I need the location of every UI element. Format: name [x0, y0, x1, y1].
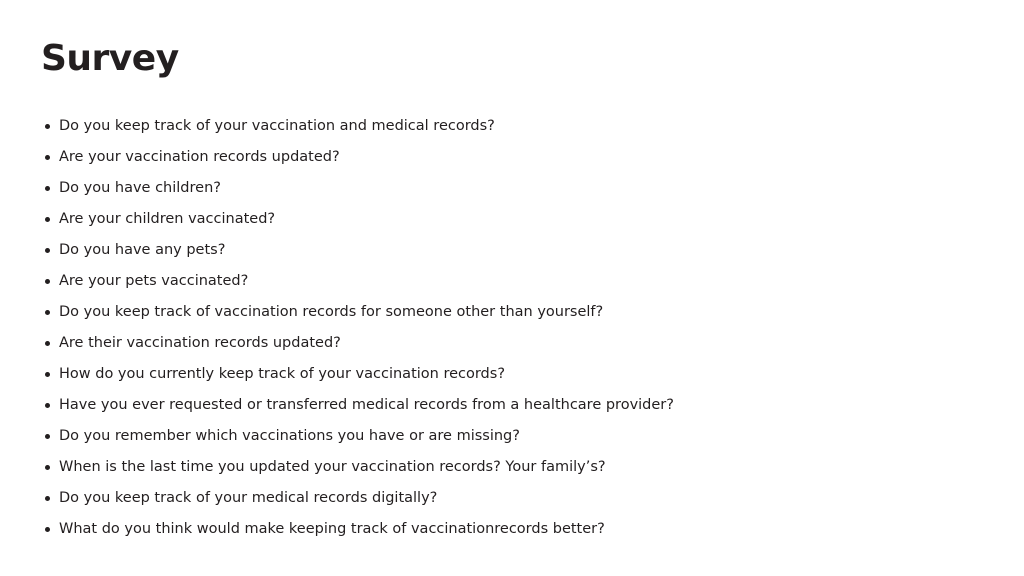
question-item [44, 328, 1004, 359]
bullet-dot-icon [45, 155, 50, 160]
question-text: Are their vaccination records updated? [59, 335, 341, 351]
bullet-dot-icon [45, 496, 50, 501]
bullet-dot-icon [45, 403, 50, 408]
question-item [44, 142, 1004, 173]
question-item [44, 483, 1004, 514]
question-text: Do you remember which vaccinations you have or are missing? [59, 428, 520, 444]
bullet-dot-icon [45, 217, 50, 222]
question-list [44, 111, 1004, 545]
question-item [44, 204, 1004, 235]
bullet-dot-icon [45, 186, 50, 191]
question-text: Do you keep track of vaccination records for someone other than yourself? [59, 304, 604, 320]
question-item [44, 390, 1004, 421]
bullet-dot-icon [45, 372, 50, 377]
question-item [44, 111, 1004, 142]
question-item [44, 514, 1004, 545]
question-text: Do you have children? [59, 180, 221, 196]
question-text: Do you keep track of your vaccination and medical records? [59, 118, 495, 134]
bullet-dot-icon [45, 527, 50, 532]
bullet-dot-icon [45, 434, 50, 439]
bullet-dot-icon [45, 465, 50, 470]
question-text: Have you ever requested or transferred medical records from a healthcare provider? [59, 397, 674, 413]
question-item [44, 173, 1004, 204]
bullet-dot-icon [45, 248, 50, 253]
question-text: What do you think would make keeping track of vaccinationrecords better? [59, 521, 605, 537]
question-item [44, 359, 1004, 390]
question-item [44, 266, 1004, 297]
bullet-dot-icon [45, 279, 50, 284]
question-item [44, 235, 1004, 266]
question-item [44, 421, 1004, 452]
question-text: Are your vaccination records updated? [59, 149, 340, 165]
question-text: How do you currently keep track of your vaccination records? [59, 366, 506, 382]
slide-title: Survey [41, 38, 179, 79]
bullet-dot-icon [45, 124, 50, 129]
question-item [44, 452, 1004, 483]
question-item [44, 297, 1004, 328]
question-text: Do you keep track of your medical records digitally? [59, 490, 438, 506]
question-text: Do you have any pets? [59, 242, 226, 258]
question-text: Are your pets vaccinated? [59, 273, 249, 289]
question-text: Are your children vaccinated? [59, 211, 276, 227]
bullet-dot-icon [45, 310, 50, 315]
bullet-dot-icon [45, 341, 50, 346]
question-text: When is the last time you updated your vaccination records? Your family’s? [59, 459, 606, 475]
